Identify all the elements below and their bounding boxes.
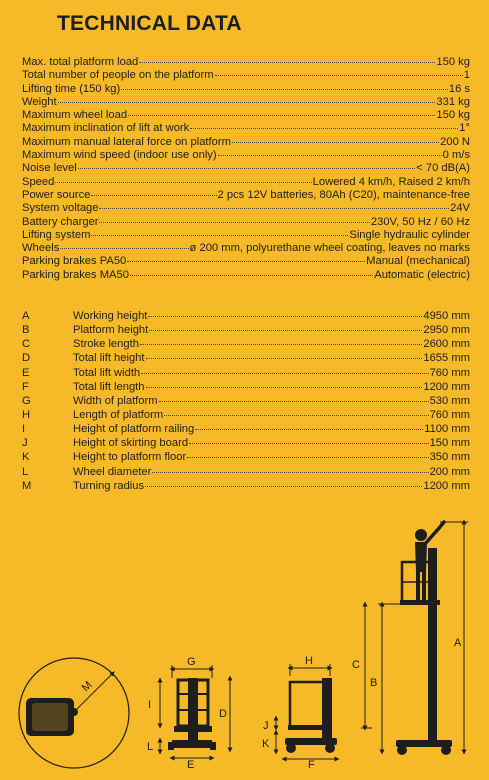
spec-label: Total number of people on the platform xyxy=(22,69,214,82)
dimension-value: 2950 mm xyxy=(423,324,470,337)
dimension-label: Length of platform xyxy=(73,408,164,421)
leader-dots xyxy=(91,184,216,196)
spec-label: Lifting system xyxy=(22,228,91,241)
dimension-value: 1200 mm xyxy=(423,380,470,393)
spec-label: Maximum manual lateral force on platform xyxy=(22,135,231,148)
leader-dots xyxy=(145,475,422,487)
dimension-row xyxy=(22,477,470,491)
dimension-label-g: G xyxy=(187,656,196,668)
leader-dots xyxy=(148,305,422,317)
spec-label: Lifting time (150 kg) xyxy=(22,82,121,95)
side-view-drawing xyxy=(262,655,337,771)
leader-dots xyxy=(232,131,439,143)
leader-dots xyxy=(78,157,415,169)
leader-dots xyxy=(190,117,458,129)
leader-dots xyxy=(152,461,428,473)
dimension-letter: G xyxy=(22,394,31,407)
dimension-label: Height of platform railing xyxy=(73,423,195,436)
dimension-label: Height of skirting board xyxy=(73,437,189,450)
dimension-table xyxy=(22,307,470,491)
dimension-label: Width of platform xyxy=(73,394,158,407)
dimension-label-c: C xyxy=(352,659,360,671)
dimension-label: Total lift length xyxy=(73,380,145,393)
dimension-label: Turning radius xyxy=(73,479,145,492)
dimension-label-m: M xyxy=(79,679,95,695)
dimension-label-k: K xyxy=(262,738,270,750)
spec-label: Speed xyxy=(22,175,55,188)
dimension-label: Working height xyxy=(73,310,148,322)
spec-label: Noise level xyxy=(22,162,77,175)
dimension-letter: K xyxy=(22,451,30,464)
spec-label: Parking brakes MA50 xyxy=(22,268,129,281)
dimension-letter: E xyxy=(22,366,30,379)
leader-dots xyxy=(215,64,463,76)
leader-dots xyxy=(141,362,428,374)
dimension-letter: F xyxy=(22,380,29,393)
leader-dots xyxy=(99,211,369,223)
leader-dots xyxy=(99,197,449,209)
dimension-value: 1200 mm xyxy=(423,479,470,492)
leader-dots xyxy=(140,333,422,345)
spec-value: Manual (mechanical) xyxy=(366,255,470,268)
spec-label: Battery charger xyxy=(22,215,99,228)
leader-dots xyxy=(146,347,423,359)
dimension-value: 150 mm xyxy=(429,437,470,450)
spec-value: Automatic (electric) xyxy=(374,268,470,281)
spec-label: Wheels xyxy=(22,242,60,255)
dimension-value: 200 mm xyxy=(429,465,470,478)
dimension-label-i: I xyxy=(148,699,152,711)
leader-dots xyxy=(130,264,373,276)
dimension-label-d: D xyxy=(219,708,227,720)
spec-value: 2 pcs 12V batteries, 80Ah (C20), maintenance-free xyxy=(217,188,470,201)
spec-value: 230V, 50 Hz / 60 Hz xyxy=(370,215,470,228)
leader-dots xyxy=(187,446,428,458)
raised-view-drawing xyxy=(352,522,468,755)
lift-dimension-drawings xyxy=(0,510,489,780)
leader-dots xyxy=(189,432,429,444)
dimension-label-h: H xyxy=(305,655,313,667)
leader-dots xyxy=(127,250,365,262)
leader-dots xyxy=(55,171,311,183)
spec-value: 150 kg xyxy=(436,56,470,68)
dimension-letter: L xyxy=(22,465,29,478)
leader-dots xyxy=(121,78,448,90)
dimension-value: 760 mm xyxy=(429,366,470,379)
dimension-label-f: F xyxy=(308,759,315,771)
dimension-label-j: J xyxy=(263,720,269,732)
spec-value: 16 s xyxy=(448,82,470,95)
leader-dots xyxy=(139,51,435,63)
dimension-value: 760 mm xyxy=(429,408,470,421)
dimension-letter: J xyxy=(22,437,28,450)
dimension-value: 1655 mm xyxy=(423,352,470,365)
spec-value: 200 N xyxy=(440,135,470,148)
spec-value: 1° xyxy=(459,122,470,135)
spec-row xyxy=(22,173,470,186)
leader-dots xyxy=(146,376,423,388)
spec-value: < 70 dB(A) xyxy=(416,162,470,175)
dimension-label: Total lift height xyxy=(73,352,145,365)
dimension-label-l: L xyxy=(147,741,154,753)
spec-label: Weight xyxy=(22,95,57,108)
spec-value: Single hydraulic cylinder xyxy=(349,228,470,241)
dimension-letter: I xyxy=(22,423,26,436)
leader-dots xyxy=(60,237,188,249)
spec-value: Lowered 4 km/h, Raised 2 km/h xyxy=(312,175,470,188)
dimension-label: Stroke length xyxy=(73,338,139,351)
spec-value: 0 m/s xyxy=(442,149,470,162)
dimension-letter: A xyxy=(22,310,30,322)
top-view-drawing xyxy=(19,658,129,768)
front-view-drawing xyxy=(147,656,230,771)
spec-value: 150 kg xyxy=(436,109,470,122)
spec-value: 331 kg xyxy=(436,95,470,108)
dimension-label: Wheel diameter xyxy=(73,465,152,478)
leader-dots xyxy=(195,418,423,430)
leader-dots xyxy=(149,319,422,331)
page-title: TECHNICAL DATA xyxy=(57,12,242,35)
spec-label: Parking brakes PA50 xyxy=(22,255,127,268)
spec-label: System voltage xyxy=(22,202,99,215)
leader-dots xyxy=(218,144,442,156)
spec-value: 24V xyxy=(450,202,470,215)
dimension-letter: M xyxy=(22,479,32,492)
dimension-value: 350 mm xyxy=(429,451,470,464)
spec-label: Maximum wheel load xyxy=(22,109,128,122)
leader-dots xyxy=(164,404,428,416)
leader-dots xyxy=(128,104,435,116)
dimension-label-e: E xyxy=(187,759,195,771)
leader-dots xyxy=(91,224,348,236)
spec-label: Power source xyxy=(22,188,91,201)
spec-label: Max. total platform load xyxy=(22,56,139,68)
dimension-label-a: A xyxy=(454,637,462,649)
dimension-label: Total lift width xyxy=(73,366,141,379)
dimension-value: 1100 mm xyxy=(424,423,470,436)
dimension-label: Height to platform floor xyxy=(73,451,187,464)
leader-dots xyxy=(58,91,436,103)
dimension-value: 2600 mm xyxy=(423,338,470,351)
dimension-letter: H xyxy=(22,408,31,421)
dimension-label-b: B xyxy=(370,677,378,689)
dimension-value: 4950 mm xyxy=(423,310,470,322)
dimension-letter: B xyxy=(22,324,30,337)
spec-value: ø 200 mm, polyurethane wheel coating, leaves no marks xyxy=(189,242,470,255)
spec-label: Maximum inclination of lift at work xyxy=(22,122,190,135)
spec-table xyxy=(22,53,470,279)
spec-label: Maximum wind speed (indoor use only) xyxy=(22,149,217,162)
dimension-label: Platform height xyxy=(73,324,149,337)
spec-value: 1 xyxy=(463,69,470,82)
dimension-letter: D xyxy=(22,352,31,365)
dimension-value: 530 mm xyxy=(429,394,470,407)
dimension-letter: C xyxy=(22,338,31,351)
leader-dots xyxy=(159,390,429,402)
